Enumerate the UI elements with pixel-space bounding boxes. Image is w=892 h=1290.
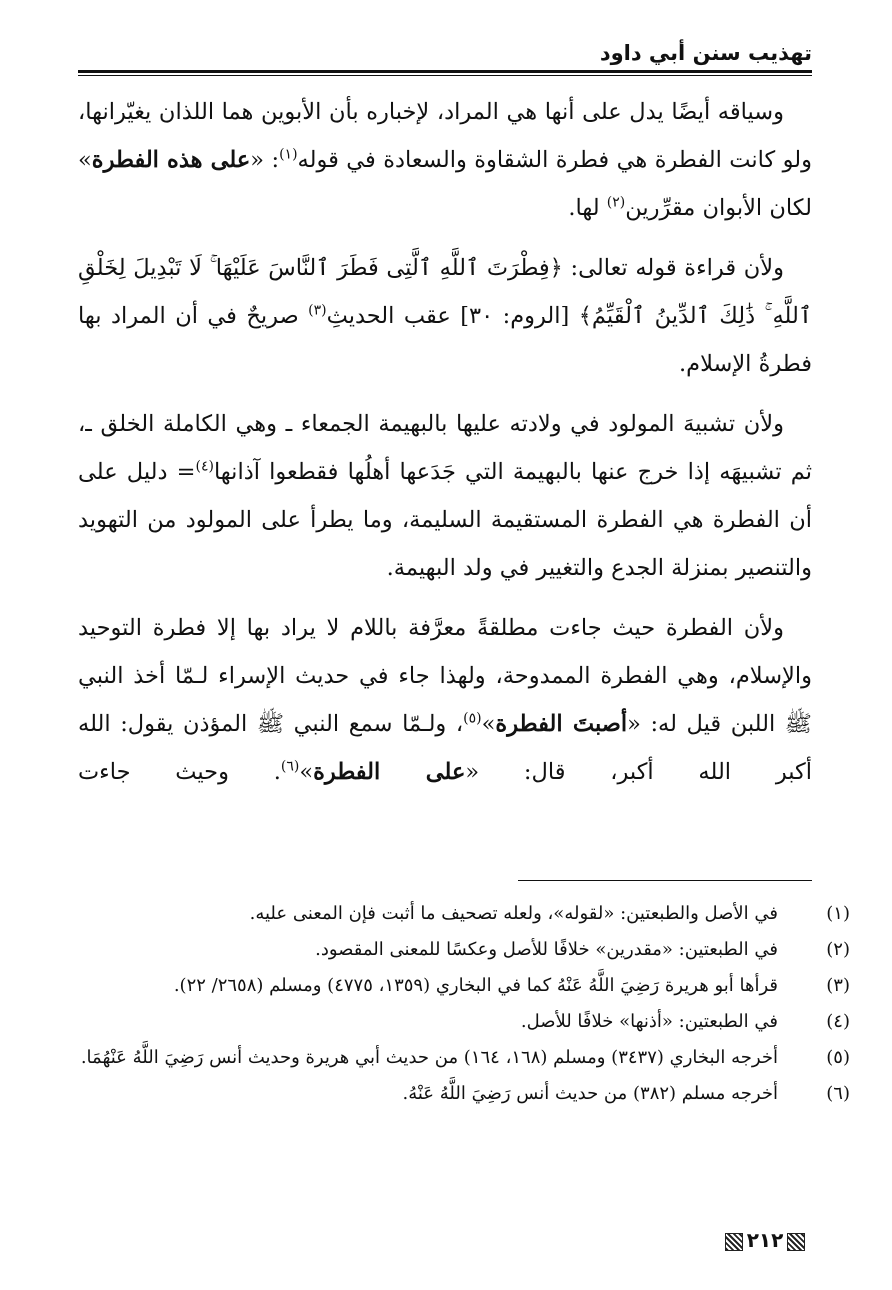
paragraph-2 [78,244,812,388]
text-run: : « [250,147,280,173]
text-run: » لكان الأبوان مقرِّرين [78,147,812,221]
footnote-ref-2[interactable]: (٢) [606,194,626,211]
running-title: تهذيب سنن أبي داود [599,41,812,65]
paragraph-4 [78,604,812,796]
footnote-ref-3[interactable]: (٣) [308,302,327,319]
paragraph-1 [78,88,812,232]
footnote-4 [78,1004,850,1040]
header-rule [78,70,812,73]
footnote-ref-5[interactable]: (٥) [463,710,482,727]
text-run: ولأن الفطرة حيث جاءت مطلقةً معرَّفة باللام لا يراد بها إلا فطرة التوحيد والإسلام، وهي الفطرة الممدوحة، ولهذا جاء في حديث الإسراء لـمّا أخذ النبي ﷺ اللبن قيل له: « [78,615,812,737]
footnote-5 [78,1040,850,1076]
footnote-number: (٣) [826,975,850,996]
footnote-2 [78,932,850,968]
text-run: لها. [568,195,607,221]
bold-quote: على الفطرة [313,759,466,785]
footnote-3 [78,968,850,1004]
footnote-number: (٢) [826,939,850,960]
footnote-number: (٥) [826,1047,850,1068]
text-run: وسياقه أيضًا يدل على أنها هي المراد، لإخباره بأن الأبوين هما اللذان يغيّرانها، ولو كانت الفطرة هي فطرة الشقاوة والسعادة في قوله [78,99,812,173]
paragraph-3 [78,400,812,592]
footnote-text: أخرجه البخاري (٣٤٣٧) ومسلم (١٦٨، ١٦٤) من حديث أبي هريرة وحديث أنس رَضِيَ اللَّهُ عَنْهُمَا. [80,1047,778,1068]
header-rule-thin [78,75,812,76]
footnote-ref-4[interactable]: (٤) [195,458,214,475]
footnote-text: في الأصل والطبعتين: «لقوله»، ولعله تصحيف ما أثبت فإن المعنى عليه. [249,903,778,924]
text-run: » [481,711,496,737]
footnote-number: (٦) [826,1083,850,1104]
text-run: ولأن قراءة قوله تعالى: ﴿فِطْرَتَ ٱللَّهِ ٱلَّتِى فَطَرَ ٱلنَّاسَ عَلَيْهَا ۚ لَا تَبْدِيلَ لِخَلْقِ ٱللَّهِ ۚ ذَٰلِكَ ٱلدِّينُ ٱلْقَيِّمُ﴾ [الروم: ٣٠] عقب الحديثِ [78,255,813,329]
text-run: ، ولـمّا سمع النبي ﷺ المؤذن يقول: الله أكبر الله أكبر، قال: « [78,711,812,785]
footnote-1 [78,896,850,932]
footnotes [78,896,850,1112]
text-run: . وحيث جاءت [78,759,281,785]
main-text [78,88,812,808]
footnote-ref-6[interactable]: (٦) [280,758,300,775]
text-run: ولأن تشبيهَ المولود في ولادته عليها بالبهيمة الجمعاء ـ وهي الكاملة الخلق ـ، ثم تشبيهَه إذا خرج عنها بالبهيمة التي جَدَعها أهلُها فقطعوا آذانها [78,411,812,485]
running-header [78,38,812,72]
bold-quote: أصبتَ الفطرة [495,711,628,737]
text-run: = دليل على أن الفطرة هي الفطرة المستقيمة السليمة، وما يطرأ على المولود من التهويد والتنصير بمنزلة الجدع والتغيير في ولد البهيمة. [78,459,812,581]
page-number-block [718,1226,812,1254]
footnote-ref-1[interactable]: (١) [279,146,298,163]
bold-quote: على هذه الفطرة [91,147,251,173]
text-run: » [299,759,314,785]
page-number: ٢١٢ [746,1228,784,1252]
footnote-text: في الطبعتين: «مقدرين» خلافًا للأصل وعكسًا للمعنى المقصود. [315,939,778,960]
footnote-text: قرأها أبو هريرة رَضِيَ اللَّهُ عَنْهُ كما في البخاري (١٣٥٩، ٤٧٧٥) ومسلم (٢٦٥٨/ ٢٢). [173,975,778,996]
footnote-separator [518,880,812,881]
footnote-text: في الطبعتين: «أذنها» خلافًا للأصل. [520,1011,778,1032]
footnote-number: (١) [826,903,850,924]
footnote-6 [78,1076,850,1112]
ornament-icon [725,1233,743,1251]
footnote-text: أخرجه مسلم (٣٨٢) من حديث أنس رَضِيَ اللَّهُ عَنْهُ. [402,1083,778,1104]
ornament-icon [787,1233,805,1251]
text-run: صريحٌ في أن المراد بها فطرةُ الإسلام. [78,303,812,377]
footnote-number: (٤) [826,1011,850,1032]
